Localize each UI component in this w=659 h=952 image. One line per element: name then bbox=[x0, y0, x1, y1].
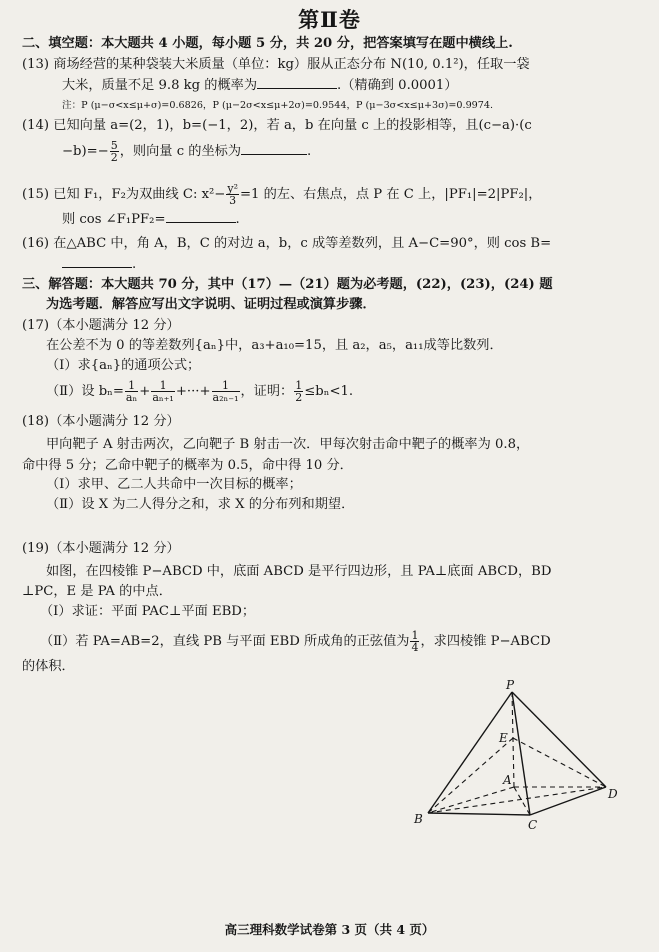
edge-CD bbox=[530, 787, 606, 815]
fraction-denominator: 4 bbox=[411, 641, 419, 654]
q14-text-2a: −b)=− bbox=[62, 144, 109, 159]
q15-text-2b: . bbox=[235, 212, 240, 227]
fraction-numerator: 1 bbox=[212, 380, 240, 392]
label-P: P bbox=[506, 680, 515, 692]
answer-blank bbox=[166, 210, 236, 223]
ellipsis-sum: +···+ bbox=[175, 384, 211, 399]
q19-head: (19)（本小题满分 12 分） bbox=[22, 541, 180, 556]
pyramid-figure bbox=[410, 680, 630, 830]
q13-note: 注：P (μ−σ<x≤μ+σ)=0.6826，P (μ−2σ<x≤μ+2σ)=0.9544，P (μ−3σ<x≤μ+3σ)=0.9974. bbox=[62, 100, 494, 111]
q17-part2-text-a: （Ⅱ）设 bₙ= bbox=[46, 384, 124, 399]
plus-sign: + bbox=[139, 384, 151, 399]
fraction-denominator: aₙ₊₁ bbox=[152, 391, 174, 404]
q17-line1: 在公差不为 0 的等差数列{aₙ}中，a₃+a₁₀=15，且 a₂，a₅，a₁₁成等比数列． bbox=[46, 338, 503, 353]
q14-text-1: 已知向量 a=(2，1)，b=(−1，2)，若 a，b 在向量 c 上的投影相等，且(c−a)·(c bbox=[53, 118, 532, 133]
q19-line2: ⊥PC，E 是 PA 的中点． bbox=[22, 584, 172, 599]
q17-part2-text-c: ≤bₙ<1. bbox=[304, 384, 354, 399]
q15-line1 bbox=[22, 183, 659, 206]
q13-text-2b: .（精确到 0.0001） bbox=[337, 78, 458, 93]
fraction-numerator: 1 bbox=[411, 629, 419, 642]
q17-part1: （Ⅰ）求{aₙ}的通项公式； bbox=[46, 358, 201, 373]
fraction-denominator: 2 bbox=[110, 151, 118, 164]
fraction-denominator: a₂ₙ₋₁ bbox=[212, 391, 239, 404]
q16-text-2: . bbox=[132, 257, 137, 272]
q13-number: (13) bbox=[22, 57, 50, 72]
fraction-denominator: 3 bbox=[229, 194, 237, 207]
q16-line2 bbox=[62, 255, 659, 274]
q19-line-end: 的体积． bbox=[22, 659, 75, 674]
label-E: E bbox=[499, 731, 508, 745]
q14-line2 bbox=[62, 140, 659, 163]
q19-part2 bbox=[40, 630, 659, 653]
label-B: B bbox=[414, 812, 423, 826]
label-A: A bbox=[503, 773, 512, 787]
q15-number: (15) bbox=[22, 187, 50, 202]
edge-EB bbox=[428, 738, 513, 813]
q19-part1: （Ⅰ）求证：平面 PAC⊥平面 EBD； bbox=[40, 604, 256, 619]
q13-line1 bbox=[22, 56, 659, 74]
label-D: D bbox=[608, 787, 618, 801]
fraction-denominator: 2 bbox=[295, 391, 303, 404]
q18-line1: 甲向靶子 A 射击两次，乙向靶子 B 射击一次．甲每次射击命中靶子的概率为 0.8， bbox=[46, 437, 530, 452]
answer-blank bbox=[62, 255, 132, 268]
edge-BD bbox=[428, 787, 606, 813]
q16-number: (16) bbox=[22, 236, 50, 251]
q13-line2 bbox=[62, 76, 659, 95]
q18-part2: （Ⅱ）设 X 为二人得分之和，求 X 的分布列和期望． bbox=[46, 497, 355, 512]
fraction-numerator: y² bbox=[227, 182, 238, 195]
q19-line1: 如图，在四棱锥 P−ABCD 中，底面 ABCD 是平行四边形，且 PA⊥底面 ABCD，BD bbox=[46, 564, 552, 579]
fraction bbox=[226, 183, 239, 206]
q19-part2-text-a: （Ⅱ）若 PA=AB=2，直线 PB 与平面 EBD 所成角的正弦值为 bbox=[40, 634, 410, 649]
q19-part2-text-b: ，求四棱锥 P−ABCD bbox=[420, 634, 551, 649]
fraction bbox=[125, 380, 138, 403]
edge-BC bbox=[428, 813, 530, 815]
q15-text-1a: 已知 F₁，F₂为双曲线 C: x²− bbox=[53, 187, 226, 202]
q13-text-2a: 大米，质量不足 9.8 kg 的概率为 bbox=[62, 78, 258, 93]
fraction bbox=[410, 630, 419, 653]
edge-ED bbox=[513, 738, 606, 787]
q17-part2 bbox=[46, 380, 659, 403]
section3-heading-2: 为选考题．解答应写出文字说明、证明过程或演算步骤． bbox=[46, 297, 376, 312]
section2-heading: 二、填空题：本大题共 4 小题，每小题 5 分，共 20 分，把答案填写在题中横线上. bbox=[22, 36, 513, 51]
edge-PC bbox=[512, 692, 530, 815]
q14-text-2c: . bbox=[307, 144, 312, 159]
page-footer: 高三理科数学试卷第 3 页（共 4 页） bbox=[224, 922, 435, 937]
q18-part1: （Ⅰ）求甲、乙二人共命中一次目标的概率； bbox=[46, 477, 302, 492]
q17-head: (17)（本小题满分 12 分） bbox=[22, 318, 180, 333]
fraction-numerator: 1 bbox=[125, 380, 138, 392]
q16-text-1: 在△ABC 中，角 A，B，C 的对边 a，b，c 成等差数列，且 A−C=90°，则 cos B= bbox=[53, 236, 552, 251]
edge-PD bbox=[512, 692, 606, 787]
q18-line2: 命中得 5 分；乙命中靶子的概率为 0.5，命中得 10 分． bbox=[22, 458, 353, 473]
q18-head: (18)（本小题满分 12 分） bbox=[22, 414, 180, 429]
fraction-numerator: 1 bbox=[295, 379, 303, 392]
edge-AB bbox=[428, 787, 514, 813]
q14-number: (14) bbox=[22, 118, 50, 133]
q16-line1 bbox=[22, 235, 659, 253]
fraction-numerator: 5 bbox=[110, 139, 118, 152]
answer-blank bbox=[257, 76, 337, 89]
q13-text-1: 商场经营的某种袋装大米质量（单位：kg）服从正态分布 N(10, 0.1²)，任取一袋 bbox=[53, 57, 530, 72]
q14-text-2b: ，则向量 c 的坐标为 bbox=[119, 144, 242, 159]
q15-text-1b: =1 的左、右焦点，点 P 在 C 上，|PF₁|=2|PF₂|， bbox=[239, 187, 542, 202]
label-C: C bbox=[528, 818, 538, 830]
fraction-denominator: aₙ bbox=[125, 391, 138, 404]
answer-blank bbox=[241, 142, 307, 155]
q17-part2-text-b: ，证明： bbox=[240, 384, 294, 399]
fraction-numerator: 1 bbox=[151, 380, 175, 392]
fraction bbox=[110, 140, 119, 163]
page-title: 第Ⅱ卷 bbox=[298, 7, 361, 32]
fraction bbox=[294, 380, 303, 403]
fraction bbox=[151, 380, 175, 403]
q14-line1 bbox=[22, 117, 659, 135]
edge-PB bbox=[428, 692, 512, 813]
q15-text-2a: 则 cos ∠F₁PF₂= bbox=[62, 212, 166, 227]
q15-line2 bbox=[62, 210, 659, 229]
fraction bbox=[212, 380, 240, 403]
section3-heading-1: 三、解答题：本大题共 70 分，其中（17）—（21）题为必考题，(22)，(23)，(24) 题 bbox=[22, 277, 553, 292]
